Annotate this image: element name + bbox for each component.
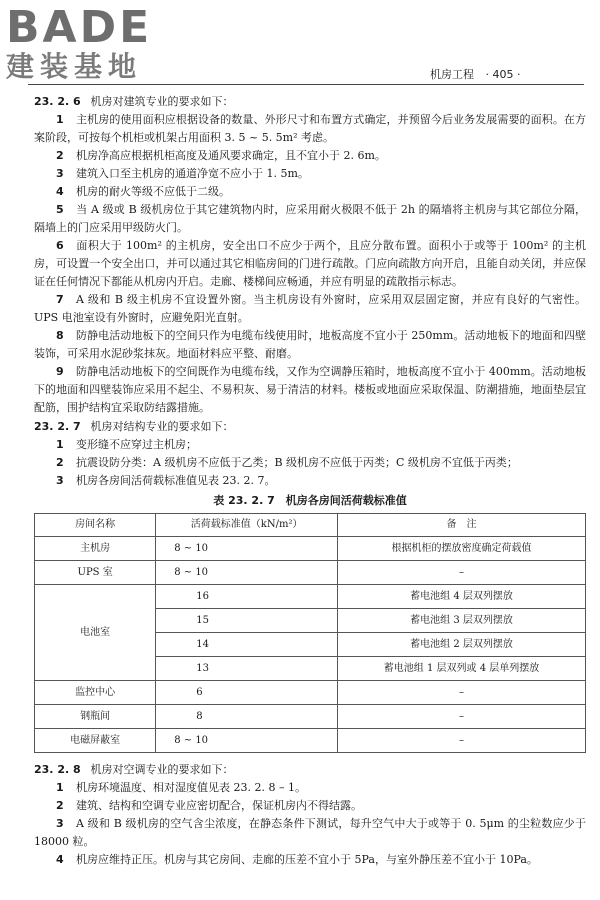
cell-note: – [338, 681, 586, 705]
clause [34, 291, 586, 327]
cell-load: 6 [156, 681, 338, 705]
section-23-2-7-heading [34, 418, 586, 436]
clause-number: 9 [56, 365, 64, 378]
cell-note: 蓄电池组 2 层双列摆放 [338, 633, 586, 657]
clause-text: 变形缝不应穿过主机房； [76, 438, 197, 451]
table-row [35, 585, 586, 609]
cell-room: UPS 室 [35, 561, 156, 585]
section-number: 23. 2. 8 [34, 763, 81, 776]
header-divider [28, 84, 584, 85]
clause [34, 436, 586, 454]
clause-text: 机房净高应根据机柜高度及通风要求确定，且不宜小于 2. 6m。 [76, 149, 386, 162]
cell-load: 15 [156, 609, 338, 633]
cell-note: 根据机柜的摆放密度确定荷载值 [338, 537, 586, 561]
cell-note: 蓄电池组 4 层双列摆放 [338, 585, 586, 609]
clause [34, 183, 586, 201]
page-number: · 405 · [485, 68, 521, 81]
clause-number: 5 [56, 203, 64, 216]
table-caption: 表 23. 2. 7 机房各房间活荷载标准值 [213, 494, 407, 507]
section-number: 23. 2. 6 [34, 95, 81, 108]
cell-room: 电磁屏蔽室 [35, 729, 156, 753]
clause-text: 机房应维持正压。机房与其它房间、走廊的压差不宜小于 5Pa，与室外静压差不宜小于 10Pa。 [76, 853, 538, 866]
clause-number: 1 [56, 781, 64, 794]
table-row [35, 681, 586, 705]
clause [34, 815, 586, 851]
section-23-2-6-heading [34, 93, 586, 111]
clause-text: A 级和 B 级机房的空气含尘浓度，在静态条件下测试，每升空气中大于或等于 0. 5μm 的尘粒数应少于 18000 粒。 [34, 817, 586, 848]
clause [34, 363, 586, 417]
clause-text: 抗震设防分类：A 级机房不应低于乙类；B 级机房不应低于丙类；C 级机房不宜低于丙类； [76, 456, 518, 469]
logo [6, 2, 176, 86]
cell-room: 电池室 [35, 585, 156, 681]
logo-wordmark: BADE [6, 2, 153, 53]
clause-text: 机房环境温度、相对湿度值见表 23. 2. 8 – 1。 [76, 781, 306, 794]
clause [34, 165, 586, 183]
live-load-table [34, 513, 586, 753]
section-title: 机房对建筑专业的要求如下： [90, 95, 234, 108]
section-number: 23. 2. 7 [34, 420, 81, 433]
clause [34, 797, 586, 815]
header-load: 活荷载标准值（kN/m²） [156, 514, 338, 537]
clause [34, 237, 586, 291]
chapter-title: 机房工程 [430, 68, 474, 81]
cell-note: 蓄电池组 3 层双列摆放 [338, 609, 586, 633]
clause-text: 防静电活动地板下的空间只作为电缆布线使用时，地板高度不宜小于 250mm。活动地板下的地面和四壁装饰，可采用水泥砂浆抹灰。地面材料应平整、耐磨。 [34, 329, 586, 360]
cell-load: 8 [156, 705, 338, 729]
clause-number: 4 [56, 853, 64, 866]
cell-load: 16 [156, 585, 338, 609]
clause-text: A 级和 B 级主机房不宜设置外窗。当主机房设有外窗时，应采用双层固定窗，并应有良好的气密性。UPS 电池室设有外窗时，应避免阳光直射。 [34, 293, 586, 324]
clause-text: 当 A 级或 B 级机房位于其它建筑物内时，应采用耐火极限不低于 2h 的隔墙将主机房与其它部位分隔，隔墙上的门应采用甲级防火门。 [34, 203, 586, 234]
clause-number: 4 [56, 185, 64, 198]
clause-number: 2 [56, 149, 64, 162]
clause [34, 779, 586, 797]
cell-load: 8 ~ 10 [156, 561, 338, 585]
table-row [35, 537, 586, 561]
cell-load: 8 ~ 10 [156, 537, 338, 561]
clause [34, 111, 586, 147]
clause-number: 6 [56, 239, 64, 252]
clause [34, 851, 586, 869]
cell-load: 8 ~ 10 [156, 729, 338, 753]
table-row [35, 729, 586, 753]
cell-note: – [338, 561, 586, 585]
cell-note: 蓄电池组 1 层双列或 4 层单列摆放 [338, 657, 586, 681]
clause-text: 主机房的使用面积应根据设备的数量、外形尺寸和布置方式确定，并预留今后业务发展需要的面积。在方案阶段，可按每个机柜或机架占用面积 3. 5 ~ 5. 5m² 考虑。 [34, 113, 586, 144]
cell-load: 14 [156, 633, 338, 657]
clause [34, 147, 586, 165]
page-body [34, 92, 586, 869]
logo-subtitle: 建装基地 [6, 50, 143, 83]
clause-number: 2 [56, 456, 64, 469]
clause-number: 2 [56, 799, 64, 812]
section-23-2-8-heading [34, 761, 586, 779]
table-row [35, 705, 586, 729]
clause-text: 机房的耐火等级不应低于二级。 [76, 185, 230, 198]
header-room: 房间名称 [35, 514, 156, 537]
clause [34, 201, 586, 237]
clause-number: 7 [56, 293, 64, 306]
clause-text: 机房各房间活荷载标准值见表 23. 2. 7。 [76, 474, 276, 487]
cell-room: 钢瓶间 [35, 705, 156, 729]
clause-text: 建筑入口至主机房的通道净宽不应小于 1. 5m。 [76, 167, 309, 180]
table-row [35, 561, 586, 585]
header-note: 备 注 [338, 514, 586, 537]
clause-number: 8 [56, 329, 64, 342]
running-header [430, 66, 520, 82]
clause [34, 327, 586, 363]
cell-load: 13 [156, 657, 338, 681]
clause-text: 建筑、结构和空调专业应密切配合，保证机房内不得结露。 [76, 799, 362, 812]
clause [34, 472, 586, 490]
clause-number: 1 [56, 113, 64, 126]
cell-note: – [338, 729, 586, 753]
clause [34, 454, 586, 472]
clause-number: 3 [56, 167, 64, 180]
clause-number: 3 [56, 474, 64, 487]
clause-text: 防静电活动地板下的空间既作为电缆布线，又作为空调静压箱时，地板高度不宜小于 400mm。活动地板下的地面和四壁装饰应采用不起尘、不易积灰、易于清洁的材料。楼板或地面应采取保温、防潮措施，地面垫层宜配筋，围护结构宜采取防结露措施。 [34, 365, 586, 414]
clause-number: 1 [56, 438, 64, 451]
cell-note: – [338, 705, 586, 729]
cell-room: 监控中心 [35, 681, 156, 705]
clause-number: 3 [56, 817, 64, 830]
section-title: 机房对结构专业的要求如下： [90, 420, 234, 433]
clause-text: 面积大于 100m² 的主机房，安全出口不应少于两个，且应分散布置。面积小于或等于 100m² 的主机房，可设置一个安全出口，并可以通过其它相临房间的门进行疏散。门应向疏散方向开启，且能自动关闭，并应保证在任何情况下都能从机房内开启。走廊、楼梯间应畅通，并应有明显的疏散指示标志。 [34, 239, 586, 288]
table-header-row [35, 514, 586, 537]
section-title: 机房对空调专业的要求如下： [90, 763, 234, 776]
cell-room: 主机房 [35, 537, 156, 561]
